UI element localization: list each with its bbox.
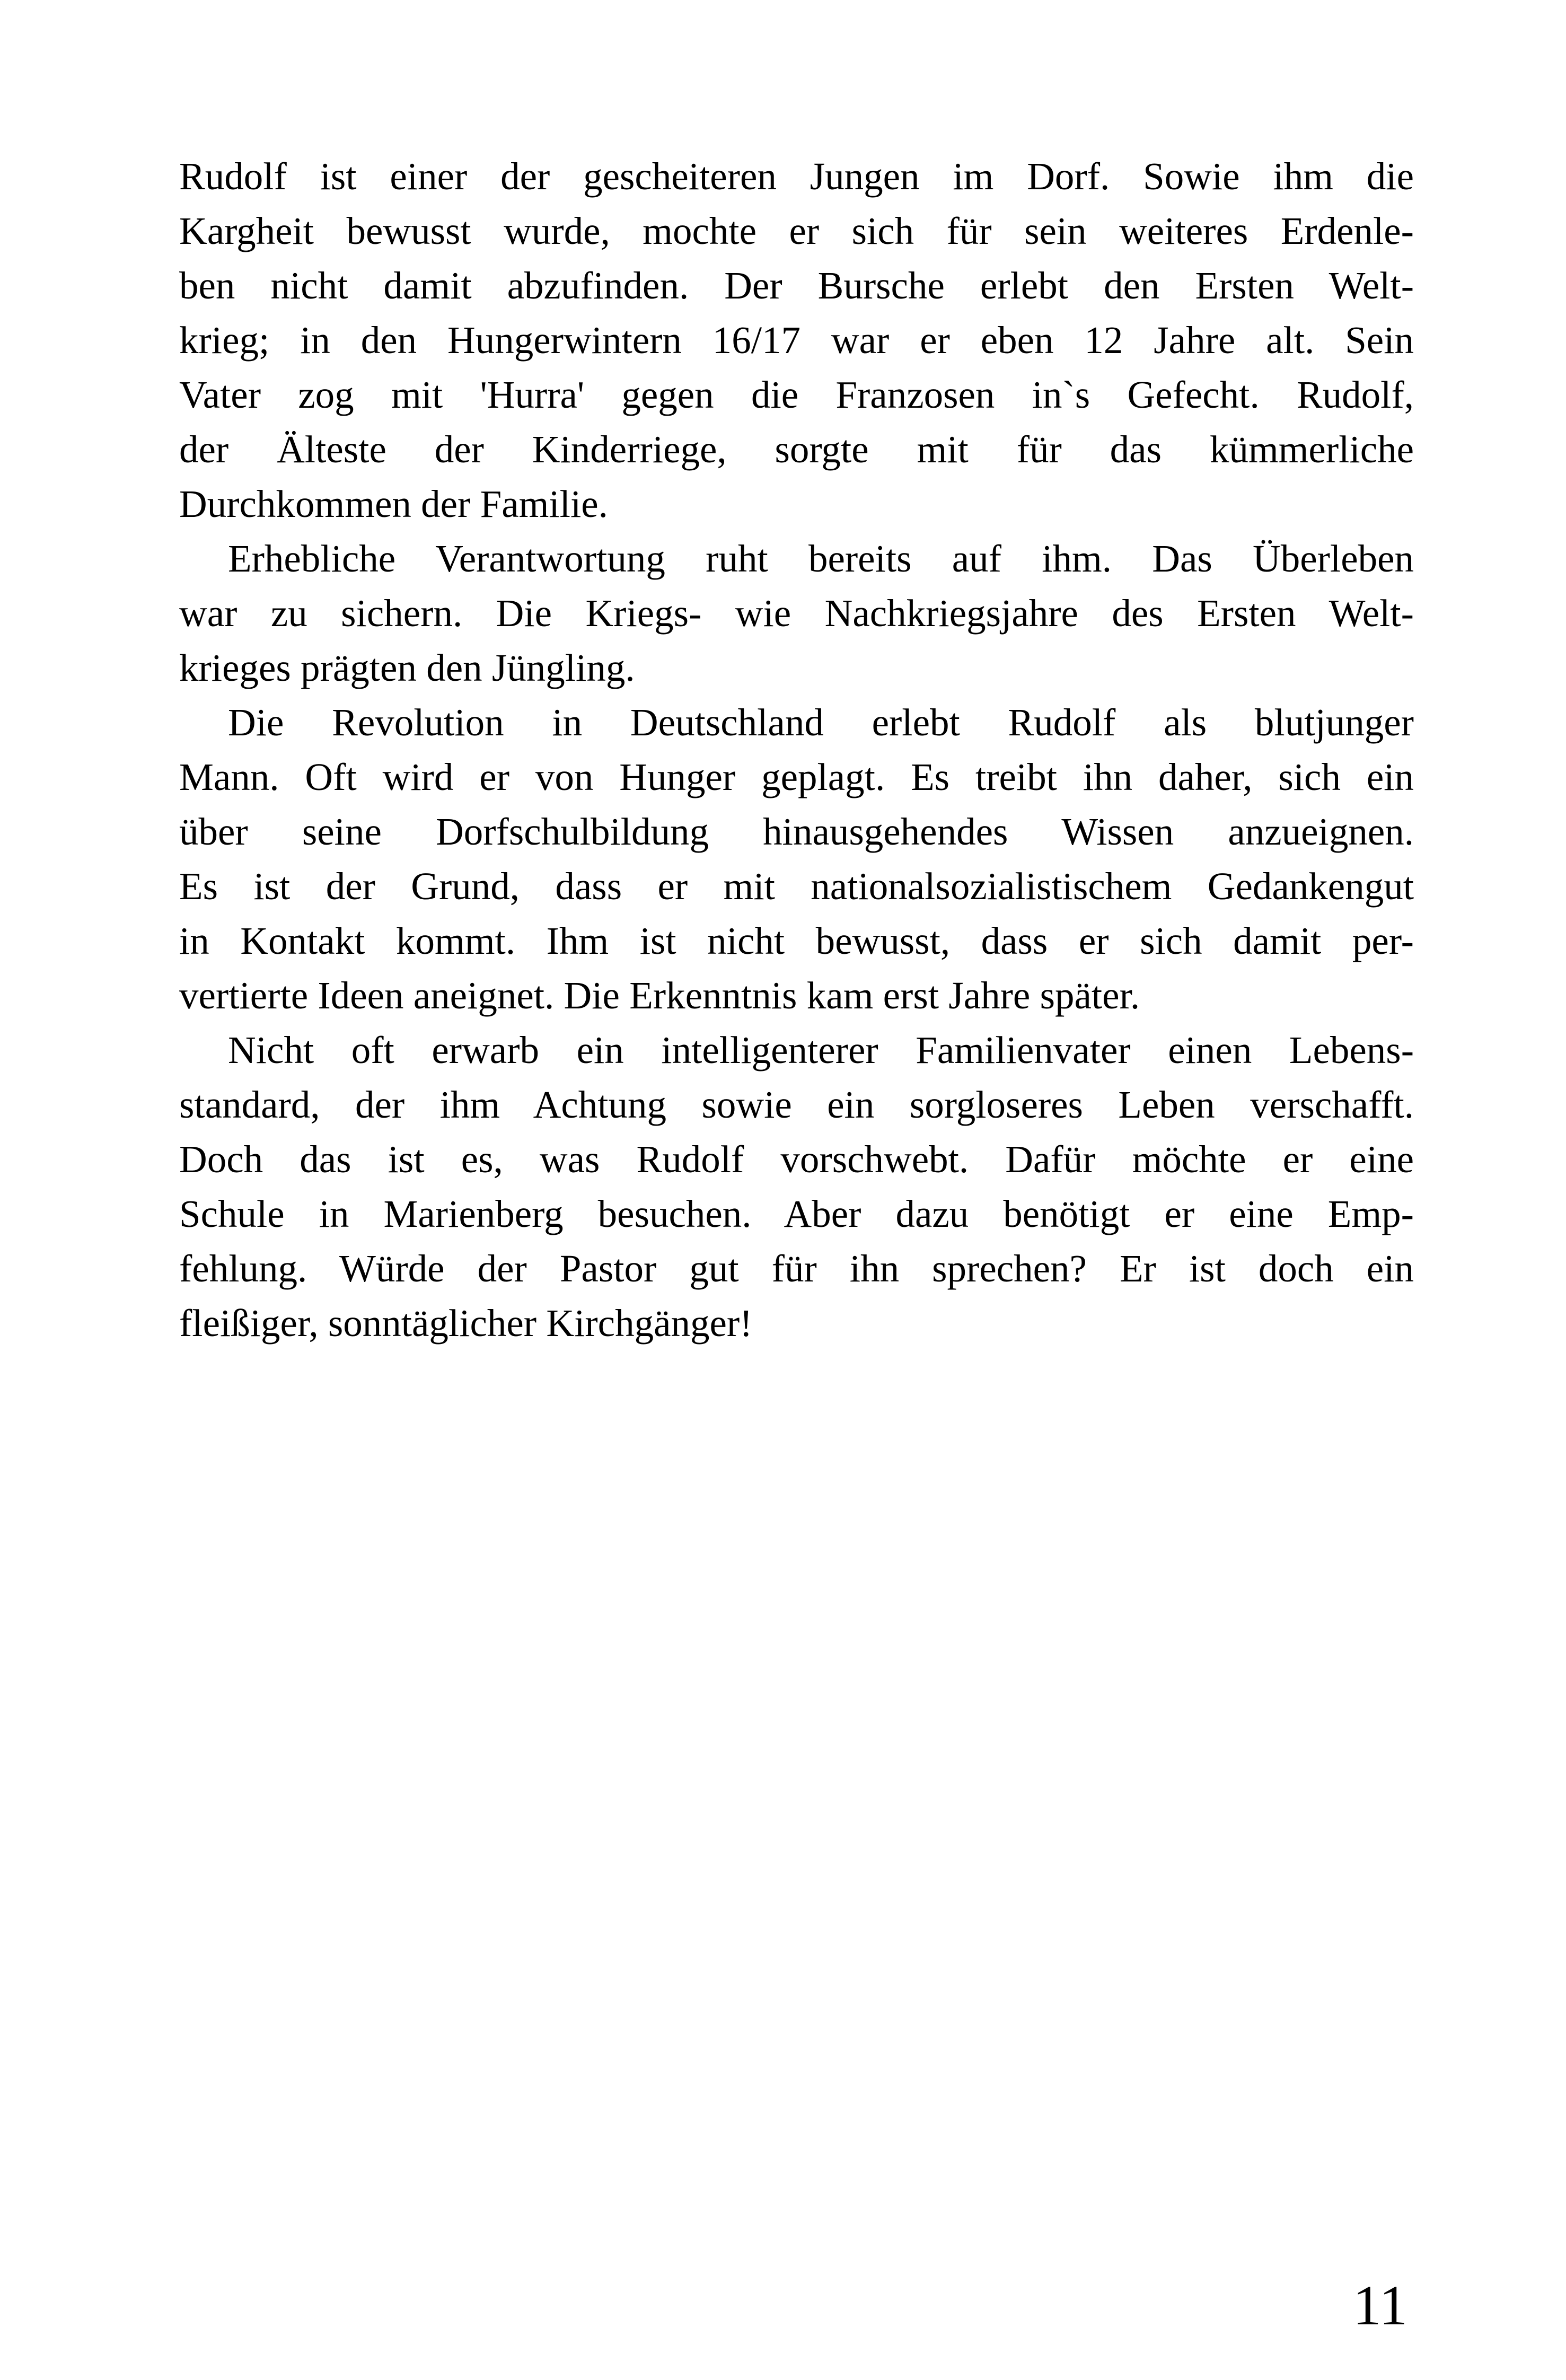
paragraph [179, 695, 1414, 1023]
paragraph [179, 1023, 1414, 1350]
text-line: Kargheit bewusst wurde, mochte er sich für sein weiteres Erdenle- [179, 209, 1414, 252]
text-line: der Älteste der Kinderriege, sorgte mit für das kümmerliche [179, 428, 1414, 471]
text-line: Erhebliche Verantwortung ruht bereits auf ihm. Das Überleben [228, 537, 1414, 580]
page-number: 11 [1352, 2274, 1407, 2337]
text-line: in Kontakt kommt. Ihm ist nicht bewusst, dass er sich damit per- [179, 919, 1414, 962]
text-line: krieges prägten den Jüngling. [179, 646, 635, 689]
text-line: war zu sichern. Die Kriegs- wie Nachkriegsjahre des Ersten Welt- [179, 592, 1414, 635]
text-line: standard, der ihm Achtung sowie ein sorgloseres Leben verschafft. [179, 1083, 1414, 1126]
text-line: Durchkommen der Familie. [179, 482, 608, 525]
text-line: Mann. Oft wird er von Hunger geplagt. Es treibt ihn daher, sich ein [179, 756, 1414, 798]
text-line: Doch das ist es, was Rudolf vorschwebt. Dafür möchte er eine [179, 1138, 1414, 1181]
text-line: vertierte Ideen aneignet. Die Erkenntnis kam erst Jahre später. [179, 974, 1140, 1017]
text-line: ben nicht damit abzufinden. Der Bursche erlebt den Ersten Welt- [179, 264, 1414, 307]
text-line: Nicht oft erwarb ein intelligenterer Familienvater einen Lebens- [228, 1029, 1414, 1072]
text-line: krieg; in den Hungerwintern 16/17 war er eben 12 Jahre alt. Sein [179, 319, 1414, 362]
body-text [179, 149, 1414, 1350]
text-line: fleißiger, sonntäglicher Kirchgänger! [179, 1302, 753, 1345]
text-line: über seine Dorfschulbildung hinausgehendes Wissen anzueignen. [179, 810, 1414, 853]
text-line: Die Revolution in Deutschland erlebt Rudolf als blutjunger [228, 701, 1414, 744]
text-line: Vater zog mit 'Hurra' gegen die Franzosen in`s Gefecht. Rudolf, [179, 373, 1414, 416]
text-line: fehlung. Würde der Pastor gut für ihn sprechen? Er ist doch ein [179, 1247, 1414, 1290]
text-line: Schule in Marienberg besuchen. Aber dazu benötigt er eine Emp- [179, 1192, 1414, 1235]
text-line: Rudolf ist einer der gescheiteren Jungen im Dorf. Sowie ihm die [179, 155, 1414, 198]
paragraph [179, 149, 1414, 531]
text-line: Es ist der Grund, dass er mit nationalsozialistischem Gedankengut [179, 865, 1414, 908]
paragraph [179, 531, 1414, 695]
